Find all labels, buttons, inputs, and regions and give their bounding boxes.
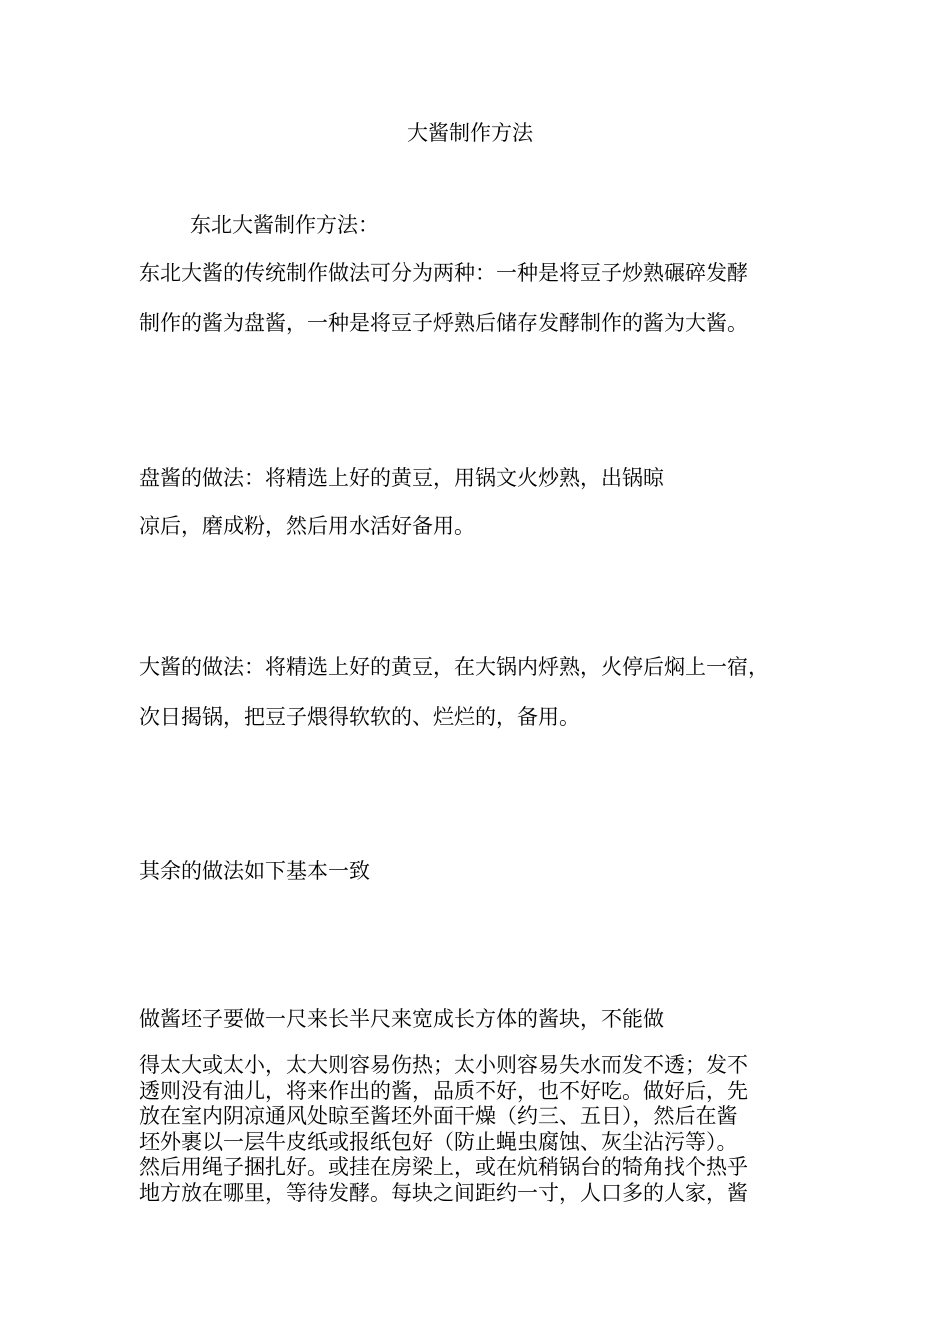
paragraph-line: 得太大或太小，太大则容易伤热；太小则容易失水而发不透；发不 (139, 1053, 748, 1077)
dajiang-line-1: 大酱的做法：将精选上好的黄豆，在大锅内烀熟，火停后焖上一宿， (139, 655, 769, 679)
panjiang-line-1: 盘酱的做法：将精选上好的黄豆，用锅文火炒熟，出锅晾 (139, 466, 664, 490)
common-method-line: 其余的做法如下基本一致 (139, 859, 370, 883)
dajiang-line-2: 次日揭锅，把豆子煨得软软的、烂烂的，备用。 (139, 705, 580, 729)
paragraph-line: 然后用绳子捆扎好。或挂在房梁上，或在炕稍锅台的犄角找个热乎 (139, 1155, 748, 1179)
intro-line-1: 东北大酱的传统制作做法可分为两种：一种是将豆子炒熟碾碎发酵 (139, 261, 748, 285)
document-title: 大酱制作方法 (407, 121, 533, 145)
intro-line-2: 制作的酱为盘酱，一种是将豆子烀熟后储存发酵制作的酱为大酱。 (139, 311, 748, 335)
block-first-line: 做酱坯子要做一尺来长半尺来宽成长方体的酱块，不能做 (139, 1007, 664, 1031)
panjiang-line-2: 凉后，磨成粉，然后用水活好备用。 (139, 514, 475, 538)
paragraph-line: 透则没有油儿，将来作出的酱，品质不好，也不好吃。做好后，先 (139, 1078, 748, 1103)
body-paragraph (139, 1053, 799, 1206)
paragraph-line: 地方放在哪里，等待发酵。每块之间距约一寸，人口多的人家，酱 (139, 1180, 748, 1205)
paragraph-line: 坯外裹以一层牛皮纸或报纸包好（防止蝇虫腐蚀、灰尘沾污等）。 (139, 1129, 738, 1154)
section-heading: 东北大酱制作方法： (190, 213, 379, 237)
paragraph-line: 放在室内阴凉通风处晾至酱坯外面干燥（约三、五日），然后在酱 (139, 1104, 738, 1128)
